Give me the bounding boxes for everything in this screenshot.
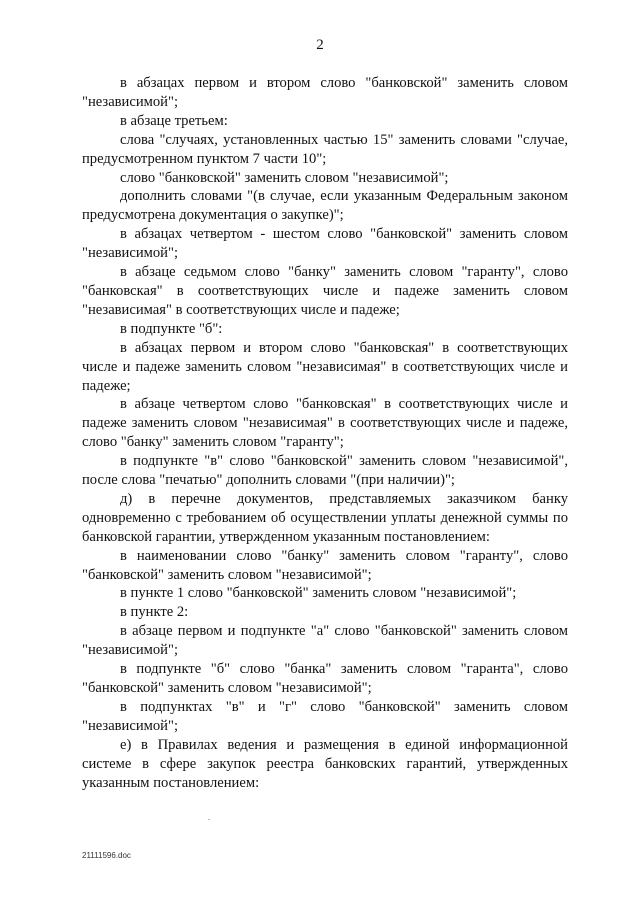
paragraph: в абзацах первом и втором слово "банковской" заменить словом "независимой"; xyxy=(82,75,568,110)
paragraph: в абзацах первом и втором слово "банковская" в соответствующих числе и падеже заменить словом "независимая" в соответствующих числе и падеже; xyxy=(82,339,568,394)
document-body xyxy=(82,74,568,792)
paragraph: в подпункте "б": xyxy=(120,320,223,337)
paragraph: дополнить словами "(в случае, если указанным Федеральным законом предусмотрена документация о закупке)"; xyxy=(82,188,568,224)
scan-dot xyxy=(208,819,210,820)
paragraph: в наименовании слово "банку" заменить словом "гаранту", слово "банковской" заменить словом "независимой"; xyxy=(82,547,568,583)
paragraph: д) в перечне документов, представляемых заказчиком банку одновременно с требованием об осуществлении уплаты денежной суммы по банковской гарантии, утвержденном указанным постановлением: xyxy=(82,490,568,545)
paragraph: в подпункте "б" слово "банка" заменить словом "гаранта", слово "банковской" заменить словом "независимой"; xyxy=(82,661,568,696)
footer-document-code: 21111596.doc xyxy=(82,851,131,860)
page-number: 2 xyxy=(316,37,324,53)
paragraph: в абзаце седьмом слово "банку" заменить словом "гаранту", слово "банковская" в соответствующих числе и падеже заменить словом "независимая" в соответствующих числе и падеже; xyxy=(82,264,568,318)
paragraph: в пункте 2: xyxy=(120,604,189,621)
paragraph: в абзаце четвертом слово "банковская" в соответствующих числе и падеже заменить словом "независимая" в соответствующих числе и падеже, слово "банку" заменить словом "гаранту"; xyxy=(82,396,568,451)
paragraph: слово "банковской" заменить словом "независимой"; xyxy=(120,169,449,186)
paragraph: е) в Правилах ведения и размещения в единой информационной системе в сфере закупок реестра банковских гарантий, утвержденных указанным постановлением: xyxy=(82,736,568,791)
paragraph: в абзацах четвертом - шестом слово "банковской" заменить словом "независимой"; xyxy=(82,226,568,262)
paragraph: в подпункте "в" слово "банковской" заменить словом "независимой", после слова "печатью" дополнить словами "(при наличии)"; xyxy=(82,453,568,489)
paragraph: в абзаце первом и подпункте "а" слово "банковской" заменить словом "независимой"; xyxy=(82,623,568,659)
paragraph: слова "случаях, установленных частью 15" заменить словами "случае, предусмотренном пунктом 7 части 10"; xyxy=(82,131,568,167)
paragraph: в пункте 1 слово "банковской" заменить словом "независимой"; xyxy=(120,585,517,602)
paragraph: в абзаце третьем: xyxy=(120,112,228,129)
paragraph: в подпунктах "в" и "г" слово "банковской" заменить словом "независимой"; xyxy=(82,698,568,734)
